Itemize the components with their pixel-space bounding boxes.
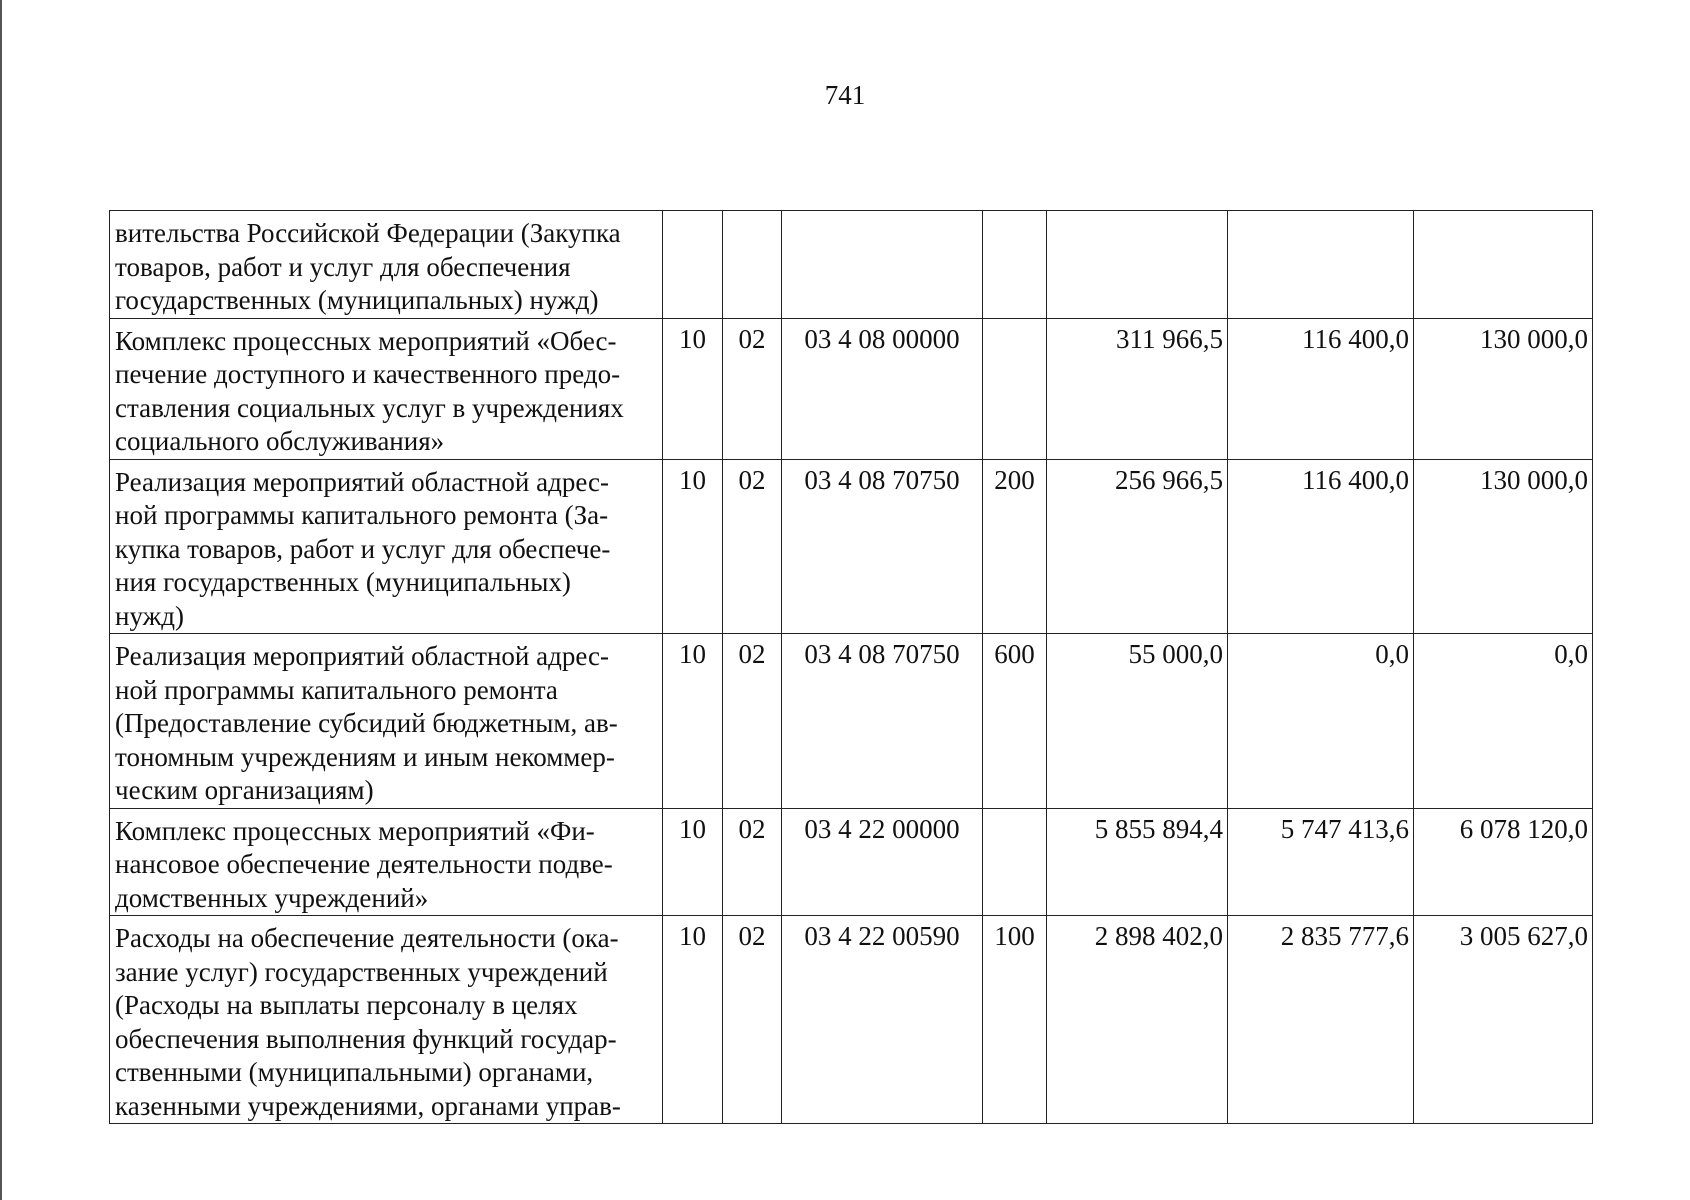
cell-target-article: 03 4 22 00590	[782, 916, 983, 1124]
cell-expense-type: 100	[983, 916, 1047, 1124]
cell-amount-year-2: 5 747 413,6	[1228, 808, 1414, 916]
cell-amount-year-3: 0,0	[1414, 634, 1593, 809]
cell-subsection: 02	[723, 808, 782, 916]
row-name: Реализация мероприятий областной адрес- ной программы капитального ремонта (Предоставление субсидий бюджетным, ав- тономным учреждениям и иным некоммер- ческим организациям)	[110, 634, 663, 809]
table-row	[110, 634, 1593, 809]
table-row	[110, 459, 1593, 634]
cell-amount-year-3: 130 000,0	[1414, 318, 1593, 459]
cell-section: 10	[663, 634, 723, 809]
cell-amount-year-1	[1047, 211, 1228, 319]
table-row	[110, 808, 1593, 916]
cell-amount-year-3: 130 000,0	[1414, 459, 1593, 634]
cell-amount-year-3: 3 005 627,0	[1414, 916, 1593, 1124]
cell-target-article: 03 4 22 00000	[782, 808, 983, 916]
cell-subsection: 02	[723, 318, 782, 459]
row-name: Расходы на обеспечение деятельности (ока- зание услуг) государственных учреждений (Расходы на выплаты персоналу в целях обеспечения выполнения функций государ- ственными (муниципальными) органами, казенными учреждениями, органами управ-	[110, 916, 663, 1124]
cell-subsection: 02	[723, 916, 782, 1124]
cell-target-article: 03 4 08 70750	[782, 459, 983, 634]
table-row	[110, 318, 1593, 459]
cell-target-article: 03 4 08 00000	[782, 318, 983, 459]
cell-amount-year-2: 116 400,0	[1228, 318, 1414, 459]
cell-amount-year-2	[1228, 211, 1414, 319]
cell-target-article: 03 4 08 70750	[782, 634, 983, 809]
table-row	[110, 916, 1593, 1124]
budget-table	[109, 210, 1593, 1124]
cell-subsection: 02	[723, 459, 782, 634]
row-name: Комплекс процессных мероприятий «Обес- печение доступного и качественного предо- ставления социальных услуг в учреждениях социального обслуживания»	[110, 318, 663, 459]
cell-section: 10	[663, 318, 723, 459]
cell-amount-year-1: 2 898 402,0	[1047, 916, 1228, 1124]
cell-expense-type	[983, 808, 1047, 916]
page-number: 741	[824, 80, 866, 110]
table-row	[110, 211, 1593, 319]
cell-expense-type: 200	[983, 459, 1047, 634]
cell-section	[663, 211, 723, 319]
cell-target-article	[782, 211, 983, 319]
cell-amount-year-1: 5 855 894,4	[1047, 808, 1228, 916]
cell-expense-type: 600	[983, 634, 1047, 809]
cell-section: 10	[663, 916, 723, 1124]
cell-amount-year-3: 6 078 120,0	[1414, 808, 1593, 916]
row-name: Комплекс процессных мероприятий «Фи- нансовое обеспечение деятельности подве- домственных учреждений»	[110, 808, 663, 916]
cell-amount-year-2: 116 400,0	[1228, 459, 1414, 634]
cell-amount-year-1: 256 966,5	[1047, 459, 1228, 634]
cell-expense-type	[983, 318, 1047, 459]
row-name: Реализация мероприятий областной адрес- ной программы капитального ремонта (За- купка товаров, работ и услуг для обеспече- ния государственных (муниципальных) нужд)	[110, 459, 663, 634]
cell-expense-type	[983, 211, 1047, 319]
cell-amount-year-2: 0,0	[1228, 634, 1414, 809]
row-name: вительства Российской Федерации (Закупка товаров, работ и услуг для обеспечения государственных (муниципальных) нужд)	[110, 211, 663, 319]
cell-amount-year-2: 2 835 777,6	[1228, 916, 1414, 1124]
cell-amount-year-1: 55 000,0	[1047, 634, 1228, 809]
scan-edge-line	[0, 0, 2, 1200]
cell-section: 10	[663, 459, 723, 634]
cell-subsection: 02	[723, 634, 782, 809]
cell-amount-year-1: 311 966,5	[1047, 318, 1228, 459]
cell-amount-year-3	[1414, 211, 1593, 319]
cell-section: 10	[663, 808, 723, 916]
cell-subsection	[723, 211, 782, 319]
